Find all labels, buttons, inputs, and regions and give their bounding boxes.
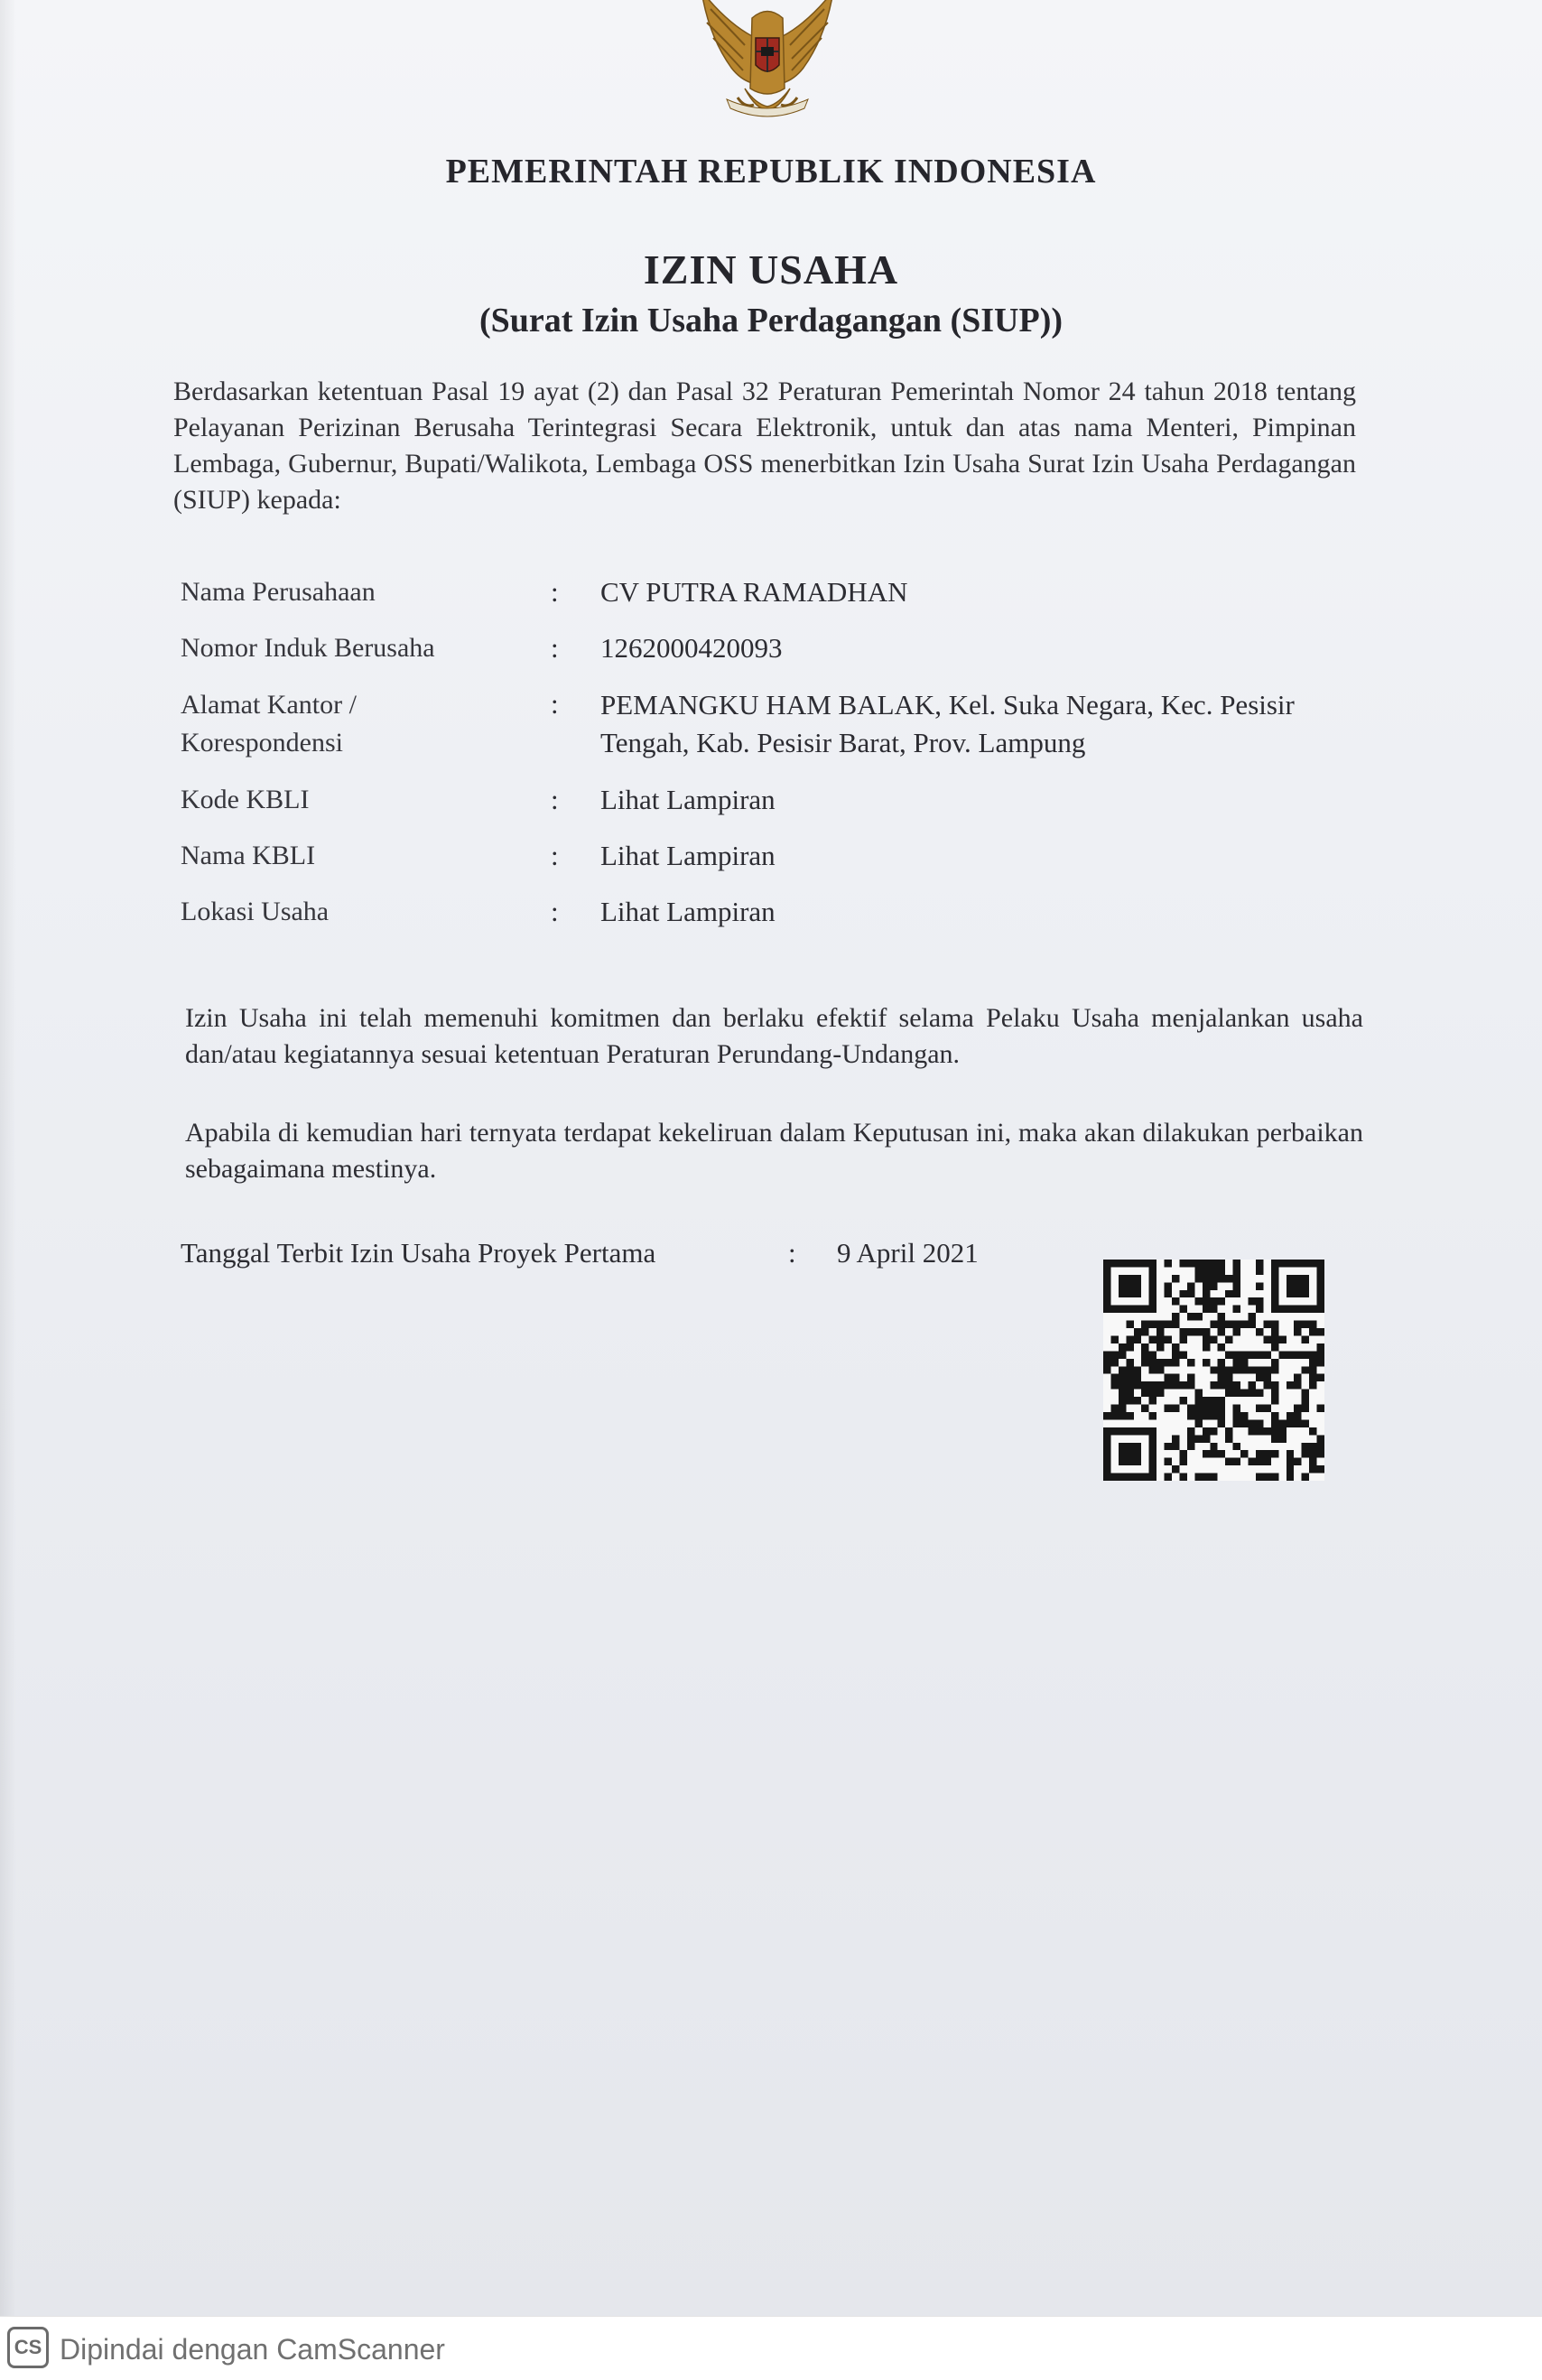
field-row-business-number <box>181 630 1372 666</box>
correction-paragraph: Apabila di kemudian hari ternyata terdapat kekeliruan dalam Keputusan ini, maka akan dilakukan perbaikan sebagaimana mestinya. <box>185 1118 1363 1184</box>
field-row-business-location <box>181 894 1372 930</box>
field-separator: : <box>551 784 559 815</box>
issue-date-label: Tanggal Terbit Izin Usaha Proyek Pertama <box>181 1237 656 1269</box>
field-separator: : <box>551 840 559 871</box>
issue-date-separator: : <box>788 1237 796 1269</box>
field-row-company-name <box>181 574 1372 610</box>
field-label: Kode KBLI <box>181 785 310 814</box>
field-row-kbli-code <box>181 782 1372 818</box>
scanner-footer <box>0 2316 1542 2380</box>
scanner-watermark-text: Dipindai dengan CamScanner <box>60 2333 445 2366</box>
field-row-kbli-name <box>181 838 1372 874</box>
field-value: CV PUTRA RAMADHAN <box>600 576 908 608</box>
field-label: Nama KBLI <box>181 841 316 870</box>
field-separator: : <box>551 688 559 720</box>
government-heading: PEMERINTAH REPUBLIK INDONESIA <box>445 153 1097 191</box>
field-value: Lihat Lampiran <box>600 840 776 871</box>
document-title: IZIN USAHA <box>643 246 899 293</box>
field-label: Nomor Induk Berusaha <box>181 633 435 663</box>
company-details <box>181 574 1372 950</box>
document-subtitle: (Surat Izin Usaha Perdagangan (SIUP)) <box>478 302 1064 339</box>
field-separator: : <box>551 632 559 664</box>
garuda-emblem-icon <box>691 0 844 131</box>
validity-paragraph: Izin Usaha ini telah memenuhi komitmen dan berlaku efektif selama Pelaku Usaha menjalankan usaha dan/atau kegiatannya sesuai ketentuan Peraturan Perundang-Undangan. <box>185 1003 1363 1069</box>
field-row-address <box>181 686 1372 762</box>
field-separator: : <box>551 896 559 927</box>
field-separator: : <box>551 576 559 608</box>
field-value: 1262000420093 <box>600 632 783 664</box>
field-label: Lokasi Usaha <box>181 897 330 926</box>
page-edge-shadow <box>0 0 16 2316</box>
field-value: PEMANGKU HAM BALAK, Kel. Suka Negara, Kec. Pesisir Tengah, Kab. Pesisir Barat, Prov. Lampung <box>600 689 1295 758</box>
issue-date-value: 9 April 2021 <box>837 1237 979 1269</box>
qr-code-icon <box>1103 1260 1324 1481</box>
field-value: Lihat Lampiran <box>600 784 776 815</box>
camscanner-logo-icon: CS <box>7 2327 49 2368</box>
field-label: Nama Perusahaan <box>181 577 376 607</box>
field-label: Alamat Kantor / Korespondensi <box>181 690 357 758</box>
field-value: Lihat Lampiran <box>600 896 776 927</box>
intro-paragraph: Berdasarkan ketentuan Pasal 19 ayat (2) dan Pasal 32 Peraturan Pemerintah Nomor 24 tahun 2018 tentang Pelayanan Perizinan Berusaha Terintegrasi Secara Elektronik, untuk dan atas nama Menteri, Pimpinan Lembaga, Gubernur, Bupati/Walikota, Lembaga OSS menerbitkan Izin Usaha Surat Izin Usaha Perdagangan (SIUP) kepada: <box>173 377 1356 515</box>
